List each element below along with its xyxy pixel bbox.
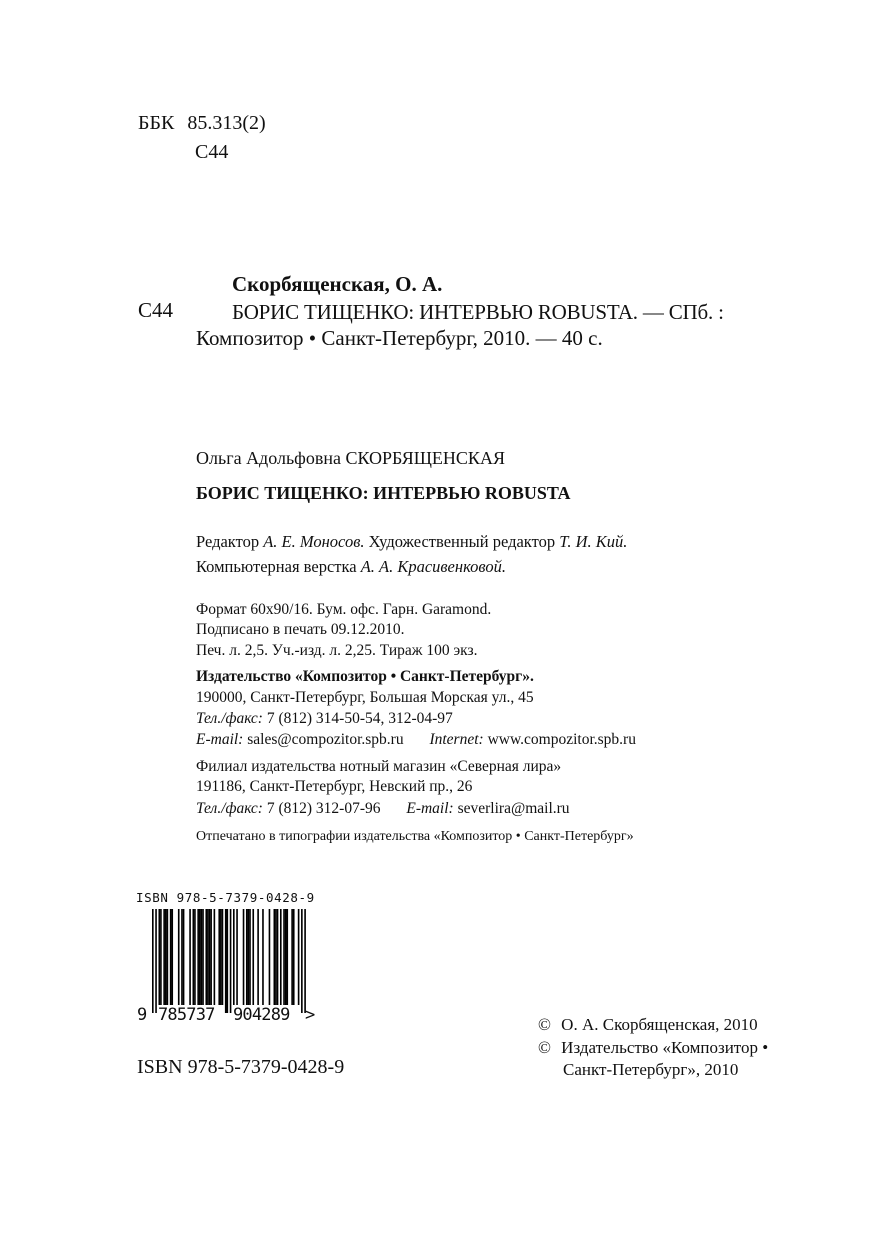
isbn-line: ISBN 978-5-7379-0428-9 [137,1056,345,1078]
branch-line: Филиал издательства нотный магазин «Северная лира» [196,758,562,775]
copyright-line-3: Санкт-Петербург», 2010 [563,1060,739,1079]
barcode-bar [178,909,180,1005]
barcode-bar [167,909,169,1005]
bbk-line [138,112,266,135]
format-line: Формат 60x90/16. Бум. офс. Гарн. Garamond. [196,601,492,618]
bbk-label: ББК [138,112,175,134]
barcode-digits-left: 785737 [158,1005,215,1025]
barcode-bar [246,909,248,1005]
barcode-bar [199,909,201,1005]
publisher-phone [196,710,453,728]
barcode-bar [248,909,250,1005]
email-label: E-mail: [196,731,244,748]
barcode-bar [230,909,232,1013]
bbk-code: 85.313(2) [187,112,266,134]
barcode-bar [301,909,303,1013]
internet-label: Internet: [429,731,484,748]
barcode-bar [227,909,229,1013]
branch-phone-label: Тел./факс: [196,800,263,817]
barcode-bar [257,909,259,1005]
barcode-digit-first: 9 [137,1005,148,1025]
barcode-bar [298,909,300,1005]
editor-label: Редактор [196,532,260,551]
barcode-bar [194,909,196,1005]
barcode-bar [193,909,195,1005]
barcode-bar [183,909,185,1005]
barcode-arrow: > [305,1005,316,1025]
barcode-bar [280,909,282,1005]
branch-contacts [196,800,570,818]
barcode-top-text: ISBN 978-5-7379-0428-9 [136,890,315,905]
barcode-bar [293,909,295,1005]
barcode-bar [275,909,277,1005]
internet-value: www.compozitor.spb.ru [487,731,636,748]
barcode-bar [304,909,306,1013]
barcode-bar [252,909,254,1005]
barcode-digits-right: 904289 [233,1005,290,1025]
catalog-author-mark: С44 [138,298,174,322]
barcode-bar [202,909,204,1005]
barcode-bar [236,909,238,1005]
author-full-name: Ольга Адольфовна СКОРБЯЩЕНСКАЯ [196,448,505,468]
barcode-bar [249,909,251,1005]
layout-label: Компьютерная верстка [196,557,357,576]
book-title: БОРИС ТИЩЕНКО: ИНТЕРВЬЮ ROBUSTA [196,483,571,503]
barcode-bar [222,909,224,1005]
barcode-bar [165,909,167,1005]
branch-address: 191186, Санкт-Петербург, Невский пр., 26 [196,778,473,795]
barcode-bar [286,909,288,1005]
barcode-bar [277,909,279,1005]
copyright-line-2: Издательство «Композитор • [561,1038,769,1057]
barcode-bar [201,909,203,1005]
print-line: Печ. л. 2,5. Уч.-изд. л. 2,25. Тираж 100 экз. [196,642,478,659]
barcode-bar [197,909,199,1005]
barcode-bar [158,909,160,1005]
layout-name: А. А. Красивенковой. [360,557,506,576]
barcode-bar [210,909,212,1005]
barcode-bars [136,891,326,1016]
catalog-line-2: Композитор • Санкт-Петербург, 2010. — 40 с. [196,326,603,350]
barcode-bar [155,909,157,1013]
phone-value: 7 (812) 314-50-54, 312-04-97 [266,710,453,727]
copyright-symbol: © [538,1038,551,1057]
branch-phone-value: 7 (812) 312-07-96 [266,800,381,817]
barcode-bar [291,909,293,1005]
copyright-symbol: © [538,1015,551,1034]
barcode-bar [170,909,172,1005]
catalog-author: Скорбященская, О. А. [232,272,443,296]
barcode-bar [283,909,285,1005]
editors-line [196,532,627,552]
publisher-contacts [196,731,636,749]
signed-line: Подписано в печать 09.12.2010. [196,621,405,638]
barcode-bar [225,909,227,1013]
barcode-bar [205,909,207,1005]
copyright-2 [538,1038,768,1058]
barcode-bar [274,909,276,1005]
email-value: sales@compozitor.spb.ru [247,731,404,748]
copyright-line-1: О. А. Скорбященская, 2010 [561,1015,758,1034]
barcode-bar [207,909,209,1005]
publisher-name: Издательство «Композитор • Санкт-Петербург». [196,668,534,685]
publisher-address: 190000, Санкт-Петербург, Большая Морская ул., 45 [196,689,534,706]
barcode-bar [181,909,183,1005]
barcode-bar [214,909,216,1005]
barcode-bar [243,909,245,1005]
art-editor-label: Художественный редактор [368,532,556,551]
barcode-bar [163,909,165,1005]
barcode-bar [160,909,162,1005]
barcode-bar [269,909,271,1005]
branch-email-value: severlira@mail.ru [457,800,570,817]
barcode-bar [209,909,211,1005]
art-editor-name: Т. И. Кий. [559,532,628,551]
barcode-bar [262,909,264,1005]
layout-line [196,557,506,577]
catalog-line-1: БОРИС ТИЩЕНКО: ИНТЕРВЬЮ ROBUSTA. — СПб. : [232,300,724,324]
printed-line: Отпечатано в типографии издательства «Композитор • Санкт-Петербург» [196,829,634,844]
barcode-bar [218,909,220,1005]
copyright-1 [538,1015,758,1035]
barcode-bar [285,909,287,1005]
editor-name: А. Е. Моносов. [263,532,365,551]
barcode-bar [171,909,173,1005]
author-mark-top: С44 [195,141,229,163]
barcode-bar [152,909,154,1013]
phone-label: Тел./факс: [196,710,263,727]
branch-email-label: E-mail: [406,800,454,817]
barcode-bar [220,909,222,1005]
barcode-bar [189,909,191,1005]
barcode-bar [233,909,235,1005]
